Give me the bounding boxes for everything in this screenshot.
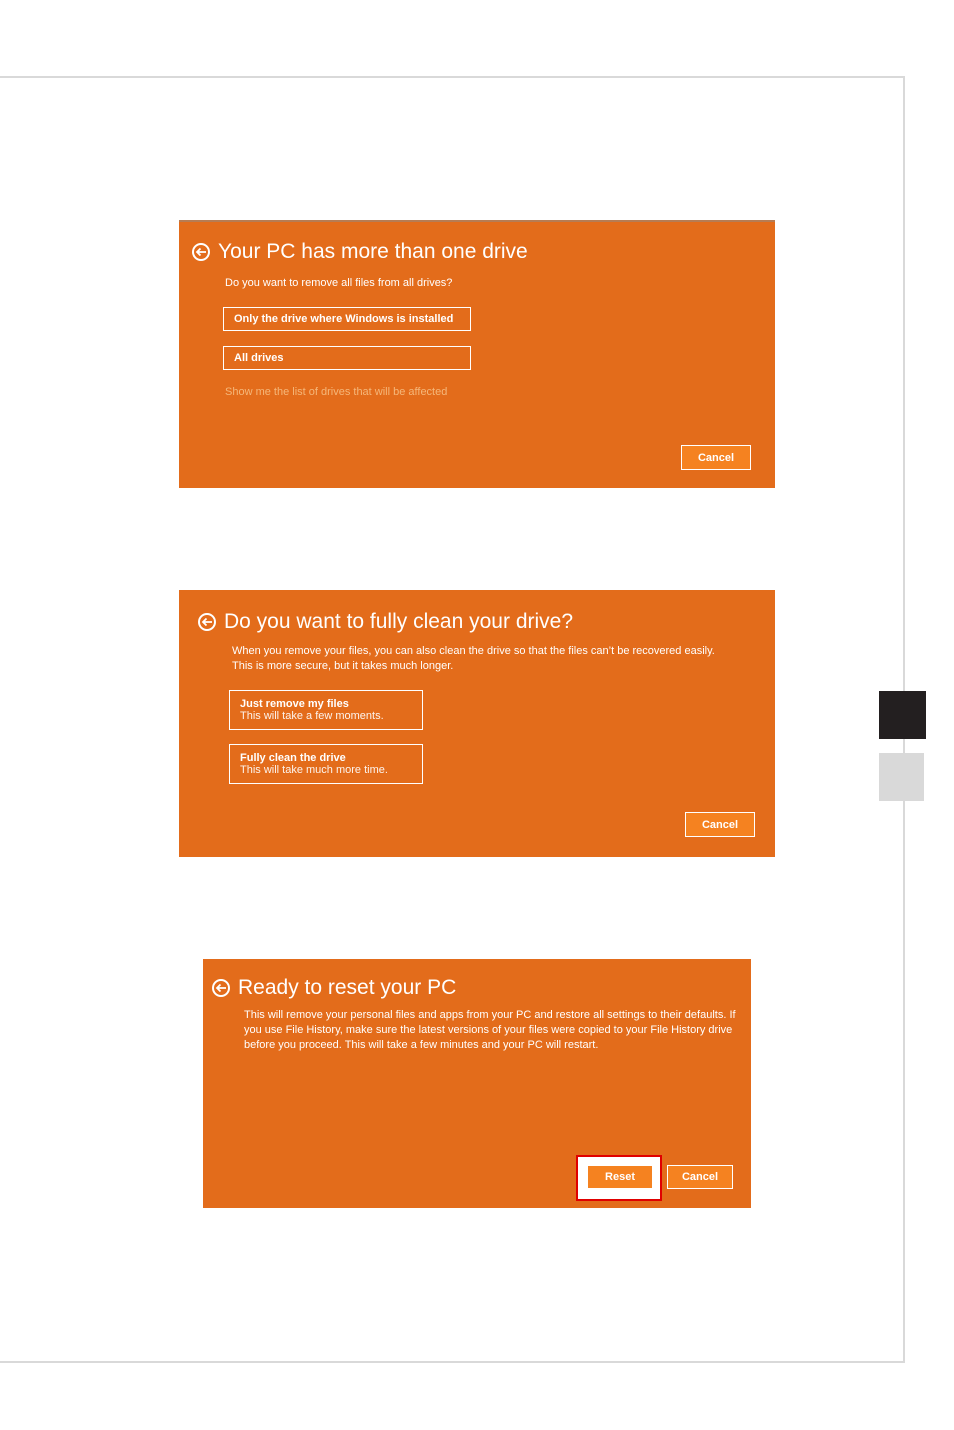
option-label: Only the drive where Windows is installed bbox=[234, 313, 454, 325]
option-label: Fully clean the drive bbox=[240, 752, 346, 764]
chapter-tab-dark bbox=[879, 691, 926, 739]
show-drives-link[interactable]: Show me the list of drives that will be affected bbox=[225, 386, 448, 398]
dialog-description bbox=[244, 1008, 744, 1053]
cancel-button[interactable]: Cancel bbox=[685, 812, 755, 837]
back-arrow-icon[interactable] bbox=[212, 979, 230, 997]
just-remove-files-option[interactable] bbox=[229, 690, 423, 730]
chapter-tab-light bbox=[879, 753, 924, 801]
option-description: This will take much more time. bbox=[240, 764, 388, 776]
page-frame-bottom bbox=[0, 1361, 905, 1363]
option-label: All drives bbox=[234, 352, 284, 364]
reset-button[interactable]: Reset bbox=[587, 1165, 653, 1189]
drive-choice-dialog bbox=[179, 220, 775, 488]
description-line: When you remove your files, you can also clean the drive so that the files can’t be recovered easily. bbox=[232, 645, 715, 657]
back-arrow-icon[interactable] bbox=[192, 243, 210, 261]
cancel-button[interactable]: Cancel bbox=[667, 1165, 733, 1189]
ready-reset-dialog bbox=[203, 959, 751, 1208]
page-frame-top bbox=[0, 76, 905, 78]
clean-drive-dialog bbox=[179, 590, 775, 857]
dialog-top-edge bbox=[179, 220, 775, 222]
only-windows-drive-option[interactable] bbox=[223, 307, 471, 331]
dialog-question: Do you want to remove all files from all drives? bbox=[225, 277, 453, 289]
description-line: before you proceed. This will take a few minutes and your PC will restart. bbox=[244, 1039, 599, 1051]
option-description: This will take a few moments. bbox=[240, 710, 384, 722]
cancel-button[interactable]: Cancel bbox=[681, 445, 751, 470]
dialog-title: Your PC has more than one drive bbox=[218, 240, 528, 263]
option-label: Just remove my files bbox=[240, 698, 349, 710]
dialog-title: Ready to reset your PC bbox=[238, 976, 457, 999]
description-line: you use File History, make sure the latest versions of your files were copied to your File History drive bbox=[244, 1024, 733, 1036]
description-line: This is more secure, but it takes much longer. bbox=[232, 660, 454, 672]
description-line: This will remove your personal files and apps from your PC and restore all settings to their defaults. If bbox=[244, 1009, 736, 1021]
fully-clean-drive-option[interactable] bbox=[229, 744, 423, 784]
dialog-description bbox=[232, 644, 762, 674]
all-drives-option[interactable] bbox=[223, 346, 471, 370]
back-arrow-icon[interactable] bbox=[198, 613, 216, 631]
dialog-title: Do you want to fully clean your drive? bbox=[224, 610, 574, 633]
